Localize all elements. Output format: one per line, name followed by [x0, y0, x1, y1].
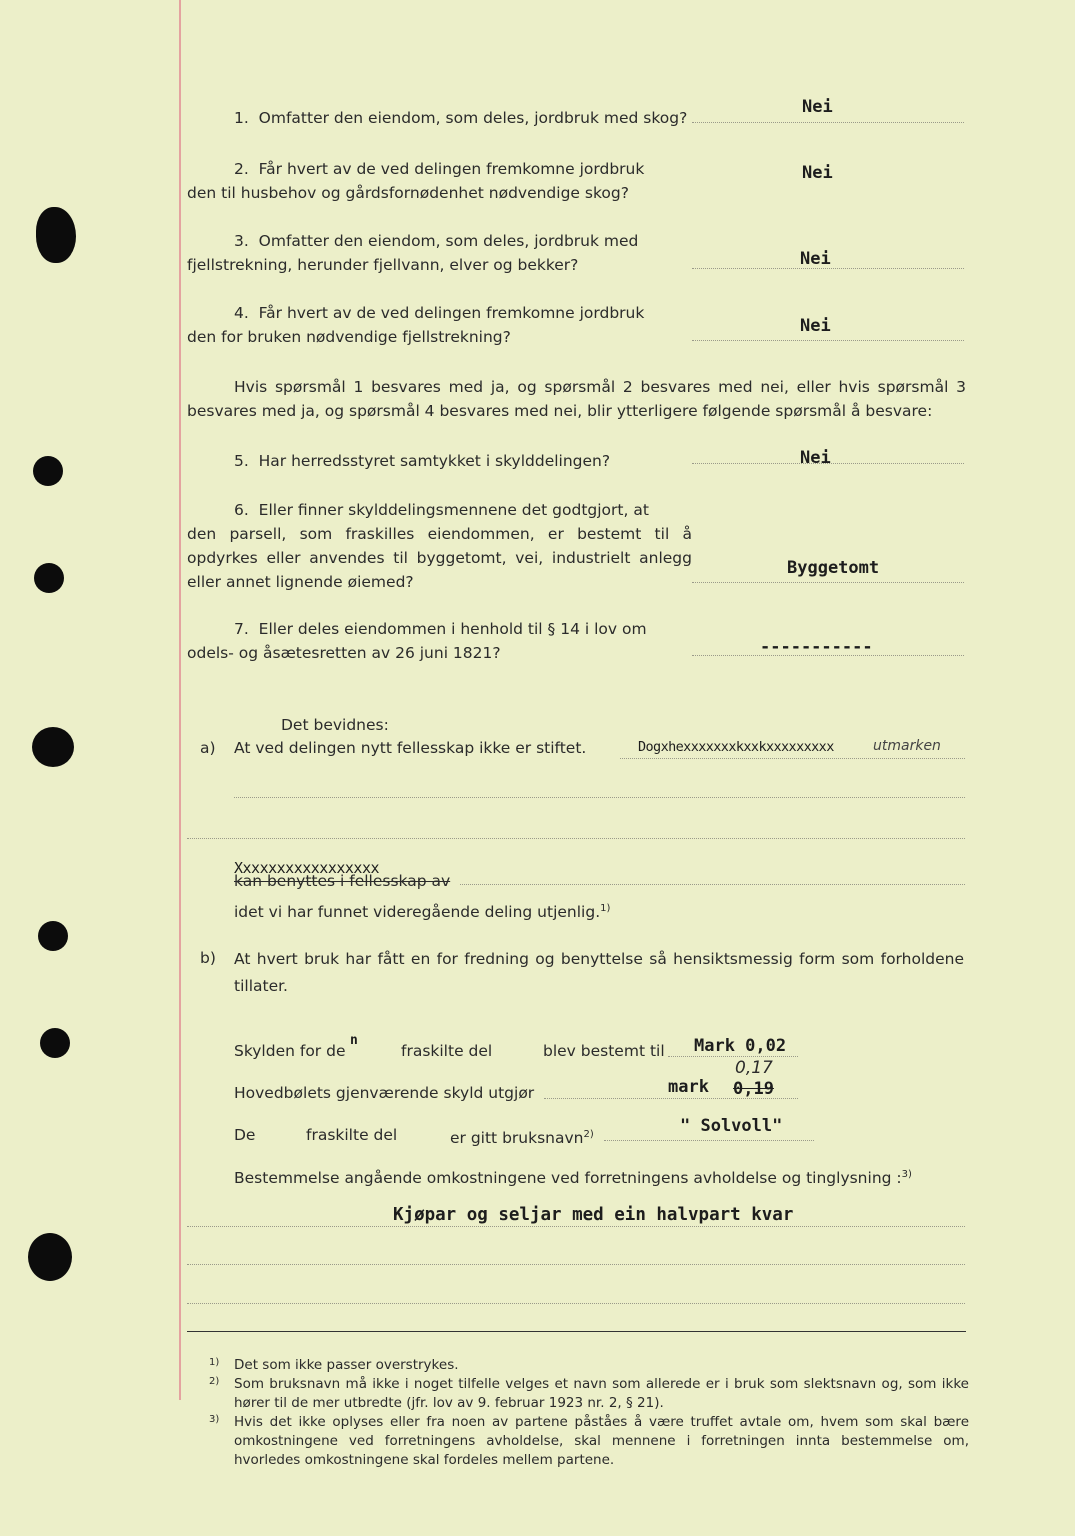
omkostning-value: Kjøpar og seljar med ein halvpart kvar — [393, 1205, 794, 1225]
hoved-value-mark: mark — [668, 1077, 709, 1097]
skyld-value: Mark 0,02 — [694, 1036, 787, 1056]
certify-a-label: a) — [200, 739, 216, 757]
skyld-blev: blev bestemt til — [543, 1042, 665, 1060]
blank-line — [187, 1303, 965, 1304]
binder-hole — [33, 456, 63, 486]
certify-b-text: At hvert bruk har fått en for fredning og benyttelse så hensiktsmessig form som forholdene tillater. — [234, 950, 964, 995]
binder-hole — [40, 1028, 70, 1058]
binder-hole — [32, 727, 74, 767]
certify-a-typed-x: Xxxxxxxxxxxxxxxxx — [234, 859, 380, 877]
certify-a-text: At ved delingen nytt fellesskap ikke er stiftet. — [234, 739, 587, 757]
blank-line — [187, 1264, 965, 1265]
certify-heading: Det bevidnes: — [281, 716, 389, 734]
de-label: De — [234, 1126, 256, 1144]
binder-hole — [34, 563, 64, 593]
hoved-value-old: 0,19 — [733, 1079, 774, 1099]
hoved-value-new: 0,17 — [735, 1058, 773, 1078]
blank-line — [234, 797, 965, 798]
question-5: 5. Har herredsstyret samtykket i skylddelingen? — [234, 452, 611, 470]
de-gitt: er gitt bruksnavn$^{2)}$ — [450, 1129, 594, 1148]
question-1-text: Omfatter den eiendom, som deles, jordbruk med skog? — [258, 109, 688, 127]
question-6: 6. Eller finner skylddelingsmennene det godtgjort, at den parsell, som fraskilles eiendommen, er bestemt til å opdyrkes eller anvendes til byggetomt, vei, industrielt anlegg eller annet lignende øiemed? — [187, 501, 692, 591]
omkostning-label: Bestemmelse angående omkostningene ved forretningens avholdelse og tinglysning :$^{3)}$ — [234, 1169, 912, 1188]
answer-line-6 — [692, 582, 964, 583]
footnote-ref-1: 1) — [600, 903, 611, 914]
certify-a-cont2: idet vi har funnet videregående deling utjenlig.$^{1)}$ — [234, 903, 611, 922]
certify-b-label: b) — [200, 949, 216, 967]
binder-hole — [38, 921, 68, 951]
certify-a-cont-line — [460, 884, 965, 885]
footnote-rule — [187, 1331, 966, 1332]
certify-a-overstrike: Dogxhexxxxxxxkxxkxxxxxxxxx — [638, 739, 834, 755]
footnote-ref-2: 2) — [583, 1129, 594, 1140]
question-7: 7. Eller deles eiendommen i henhold til § 14 i lov om odels- og åsætesretten av 26 juni 1821? — [187, 620, 647, 662]
skyld-line — [668, 1056, 798, 1057]
blank-line — [187, 838, 965, 839]
answer-7: ----------- — [760, 637, 873, 657]
hoved-label: Hovedbølets gjenværende skyld utgjør — [234, 1084, 535, 1102]
answer-line-4 — [692, 340, 964, 341]
de-fraskilte: fraskilte del — [306, 1126, 398, 1144]
conditional-note: Hvis spørsmål 1 besvares med ja, og spørsmål 2 besvares med nei, eller hvis spørsmål 3 besvares med ja, og spørsmål 4 besvares med nei, blir ytterligere følgende spørsmål å besvare: — [187, 378, 966, 420]
skyld-typed-n: n — [350, 1033, 358, 1048]
footnote-2: 2) Som bruksnavn må ikke i noget tilfelle velges et navn som allerede er i bruk som slektsnavn og, som ikke hører til de mer utbredte (jfr. lov av 9. februar 1923 nr. 2, § 21). — [209, 1376, 969, 1411]
answer-4: Nei — [800, 316, 831, 336]
footnote-3: 3) Hvis det ikke oplyses eller fra noen av partene påståes å være truffet avtale om, hvem som skal bære omkostningene ved forretningens avholdelse, skal mennene i forretningen innta bestemmelse om, hvorledes omkostningene skal fordeles mellem partene. — [209, 1414, 969, 1468]
binder-hole — [28, 1233, 72, 1281]
answer-3: Nei — [800, 249, 831, 269]
answer-1: Nei — [802, 97, 833, 117]
bruksnavn-line — [604, 1140, 814, 1141]
certify-a-line — [620, 758, 965, 759]
binder-hole — [36, 207, 76, 263]
footnote-1: 1) Det som ikke passer overstrykes. — [209, 1357, 459, 1373]
skyld-fraskilte: fraskilte del — [401, 1042, 493, 1060]
omkostning-line — [187, 1226, 965, 1227]
bruksnavn-value: " Solvoll" — [680, 1116, 783, 1136]
question-3: 3. Omfatter den eiendom, som deles, jordbruk med fjellstrekning, herunder fjellvann, elver og bekker? — [187, 232, 639, 274]
certify-a-cont: kan benyttes i fellesskap av — [234, 872, 451, 890]
answer-5: Nei — [800, 448, 831, 468]
skyld-label: Skylden for de — [234, 1042, 346, 1060]
margin-line — [179, 0, 181, 1400]
question-2: 2. Får hvert av de ved delingen fremkomne jordbruk den til husbehov og gårdsfornødenhet nødvendige skog? — [187, 160, 645, 202]
answer-line-1 — [692, 122, 964, 123]
question-4: 4. Får hvert av de ved delingen fremkomne jordbruk den for bruken nødvendige fjellstrekning? — [187, 304, 645, 346]
question-1: 1. Omfatter den eiendom, som deles, jordbruk med skog? — [234, 109, 688, 127]
answer-6: Byggetomt — [787, 558, 880, 578]
answer-2: Nei — [802, 163, 833, 183]
footnote-ref-3: 3) — [901, 1169, 912, 1180]
certify-a-handwritten: utmarken — [873, 738, 941, 754]
